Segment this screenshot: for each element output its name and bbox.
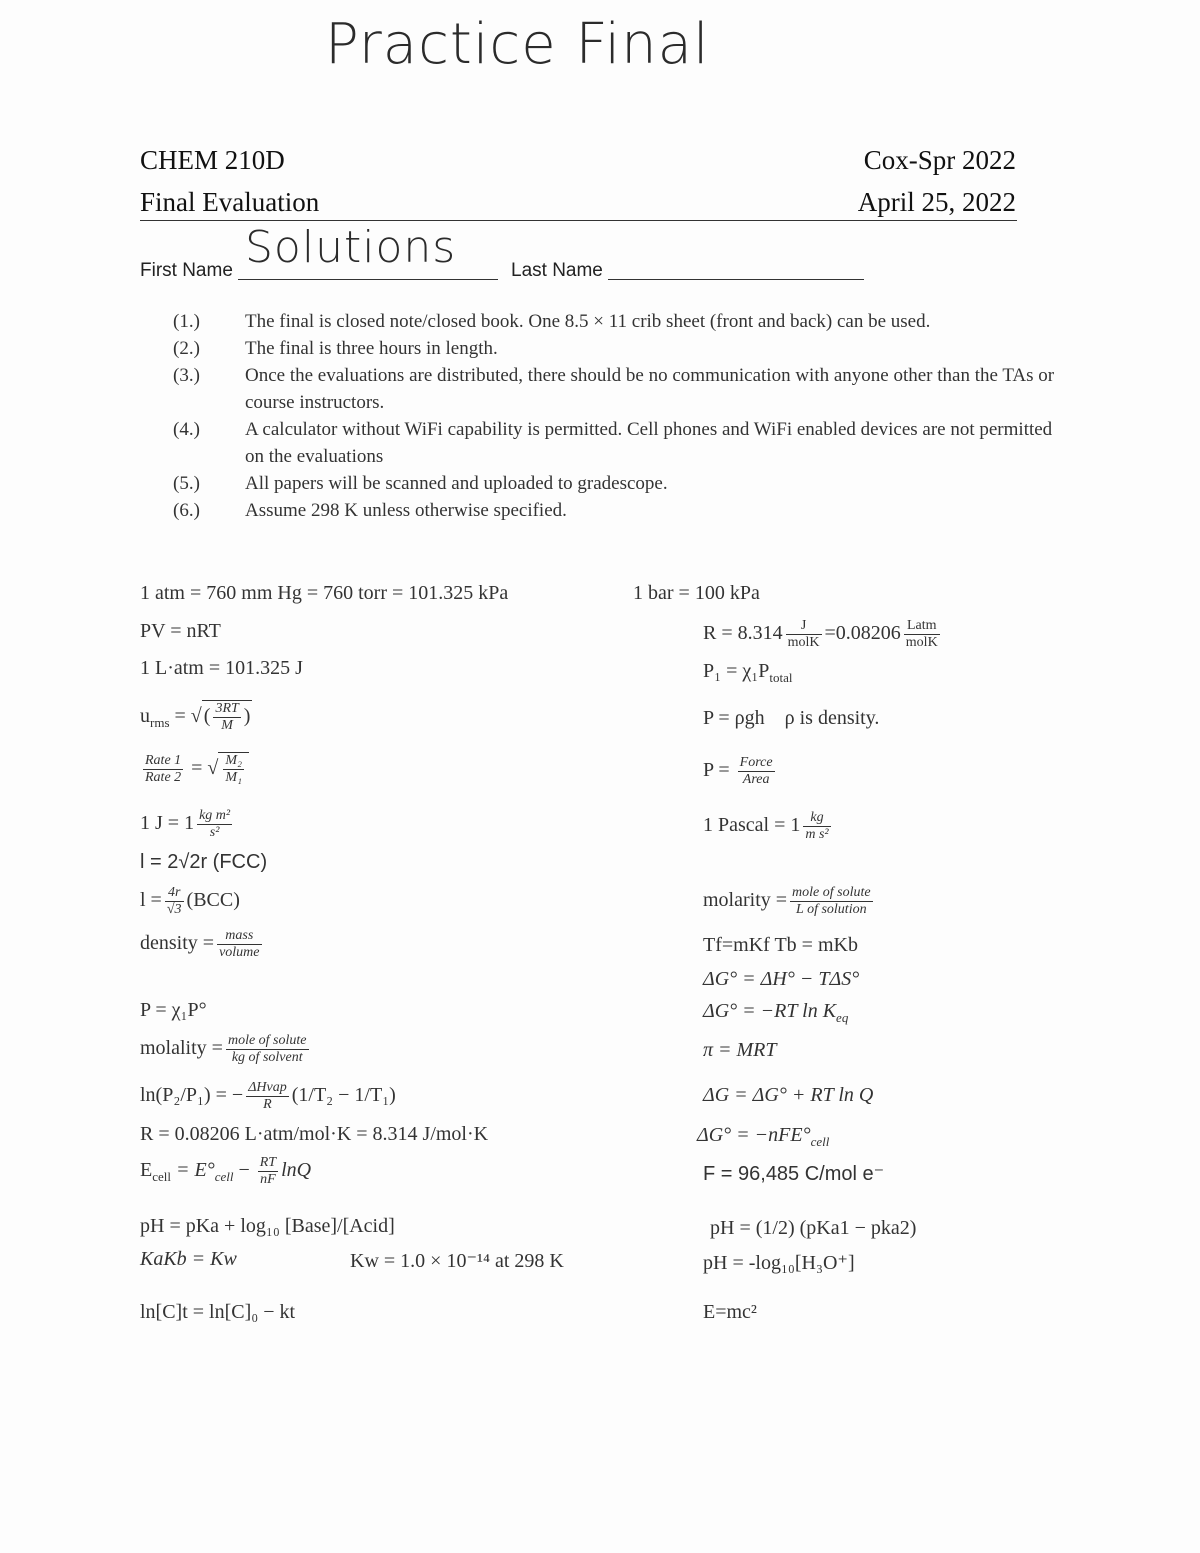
formula-pressure: P = $\frac{\text{Force}}{\text{Area}}$	[703, 755, 773, 787]
formula-graham: $\frac{\text{Rate 1}}{\text{Rate 2}}$ = √ $\frac{\text{M₂}}{\text{M₁}}$	[140, 752, 249, 786]
first-name-value[interactable]: Solutions	[245, 222, 457, 273]
formula-faraday: F = 96,485 C/mol e⁻	[703, 1163, 885, 1185]
instruction-item: (6.) Assume 298 K unless otherwise specified.	[173, 500, 567, 521]
exam-date: April 25, 2022	[857, 187, 1016, 217]
formula-kw: Kw = 1.0 × 10⁻¹⁴ at 298 K	[350, 1250, 564, 1272]
formula-urms: $u_{rms}$ = √ ( $\frac{3RT}{M}$ )	[140, 701, 251, 733]
last-name-line[interactable]	[608, 279, 864, 280]
formula-density: density = $\frac{\text{mass}}{\text{volume}}$	[140, 928, 260, 960]
formula-pascal: 1 Pascal = 1 $\frac{kg}{\text{m s²}}$	[703, 810, 829, 842]
formula-gibbs-keq: ΔG° = −RT $\ln K_{eq}$	[703, 1000, 849, 1025]
formula-gibbs-cell: $\Delta G^\circ = -nFE^\circ_{cell}$	[697, 1124, 830, 1149]
instruction-item: (3.) Once the evaluations are distributed, there should be no communication with anyone other than the TAs or course instructors.	[173, 365, 1055, 413]
first-name-line	[238, 279, 498, 280]
formula-clausius-clapeyron: ln(P₂/P₁) = − $\frac{\text{ΔHvap}}{R}$ (1/T₂ − 1/T₁)	[140, 1080, 396, 1112]
formula-hydrostatic: P = ρgh ρ is density.	[703, 707, 880, 729]
formula-atm: 1 atm = 760 mm Hg = 760 torr = 101.325 kPa	[140, 582, 509, 604]
formula-gibbs-q: ΔG = ΔG° + RT ln Q	[703, 1084, 874, 1106]
course-code: CHEM 210D	[140, 145, 285, 175]
formula-ph: pH = -log₁₀[H₃O⁺]	[703, 1252, 855, 1274]
formula-molality: molality = $\frac{\text{mole of solute}}{\text{kg of solvent}}$	[140, 1033, 307, 1065]
formula-ideal-gas: PV = nRT	[140, 620, 221, 642]
formula-henderson-hasselbalch: pH = pKa + log₁₀ [Base]/[Acid]	[140, 1215, 395, 1237]
formula-first-order: ln[C]t = ln[C]₀ − kt	[140, 1301, 296, 1323]
formula-bar: 1 bar = 100 kPa	[633, 582, 760, 604]
formula-bcc: l = $\frac{4r}{√3}$ (BCC)	[140, 885, 240, 917]
formula-latm: 1 L·atm = 101.325 J	[140, 657, 303, 679]
formula-nernst: $E_{cell} = E^\circ_{cell}$ − $\frac{RT}{nF}$ lnQ	[140, 1155, 312, 1187]
formula-fcc: l = 2√2r (FCC)	[140, 851, 268, 873]
formula-joule: 1 J = 1 $\frac{\text{kg m²}}{\text{s²}}$	[140, 808, 231, 840]
formula-colligative: Tf=mKf Tb = mKb	[703, 934, 858, 956]
formula-r-value: R = 8.314 $\frac{J}{\text{molK}}$ =0.08206 $\frac{\text{Latm}}{\text{molK}}$	[703, 618, 938, 650]
page-title: Practice Final	[325, 12, 710, 77]
formula-gibbs: ΔG° = ΔH° − TΔS°	[703, 968, 860, 990]
instruction-item: (5.) All papers will be scanned and uploaded to gradescope.	[173, 473, 668, 494]
formula-raoult: P = χ₁P°	[140, 999, 207, 1021]
formula-ka-kb: KaKb = Kw	[140, 1248, 237, 1270]
instruction-item: (4.) A calculator without WiFi capability is permitted. Cell phones and WiFi enabled devices are not permitted on the evaluations	[173, 419, 1053, 467]
last-name-label: Last Name	[511, 260, 603, 281]
exam-title: Final Evaluation	[140, 187, 320, 217]
formula-emc2: E=mc²	[703, 1301, 757, 1323]
instruction-item: (2.) The final is three hours in length.	[173, 338, 498, 359]
instructor-term: Cox-Spr 2022	[863, 145, 1016, 175]
formula-ph-amphoteric: pH = (1/2) (pKa1 − pka2)	[710, 1217, 917, 1239]
header-divider	[140, 220, 1017, 221]
formula-partial-pressure: $P_1 = \chi_1P_{total}$	[703, 660, 793, 685]
formula-molarity: molarity = $\frac{\text{mole of solute}}{\text{L of solution}}$	[703, 885, 871, 917]
first-name-label: First Name	[140, 260, 233, 281]
instructions-list	[140, 308, 1070, 524]
formula-osmotic: π = MRT	[703, 1039, 777, 1061]
formula-r-constant: R = 0.08206 L·atm/mol·K = 8.314 J/mol·K	[140, 1123, 489, 1145]
instruction-item: (1.) The final is closed note/closed book. One 8.5 × 11 crib sheet (front and back) can be used.	[173, 311, 931, 332]
